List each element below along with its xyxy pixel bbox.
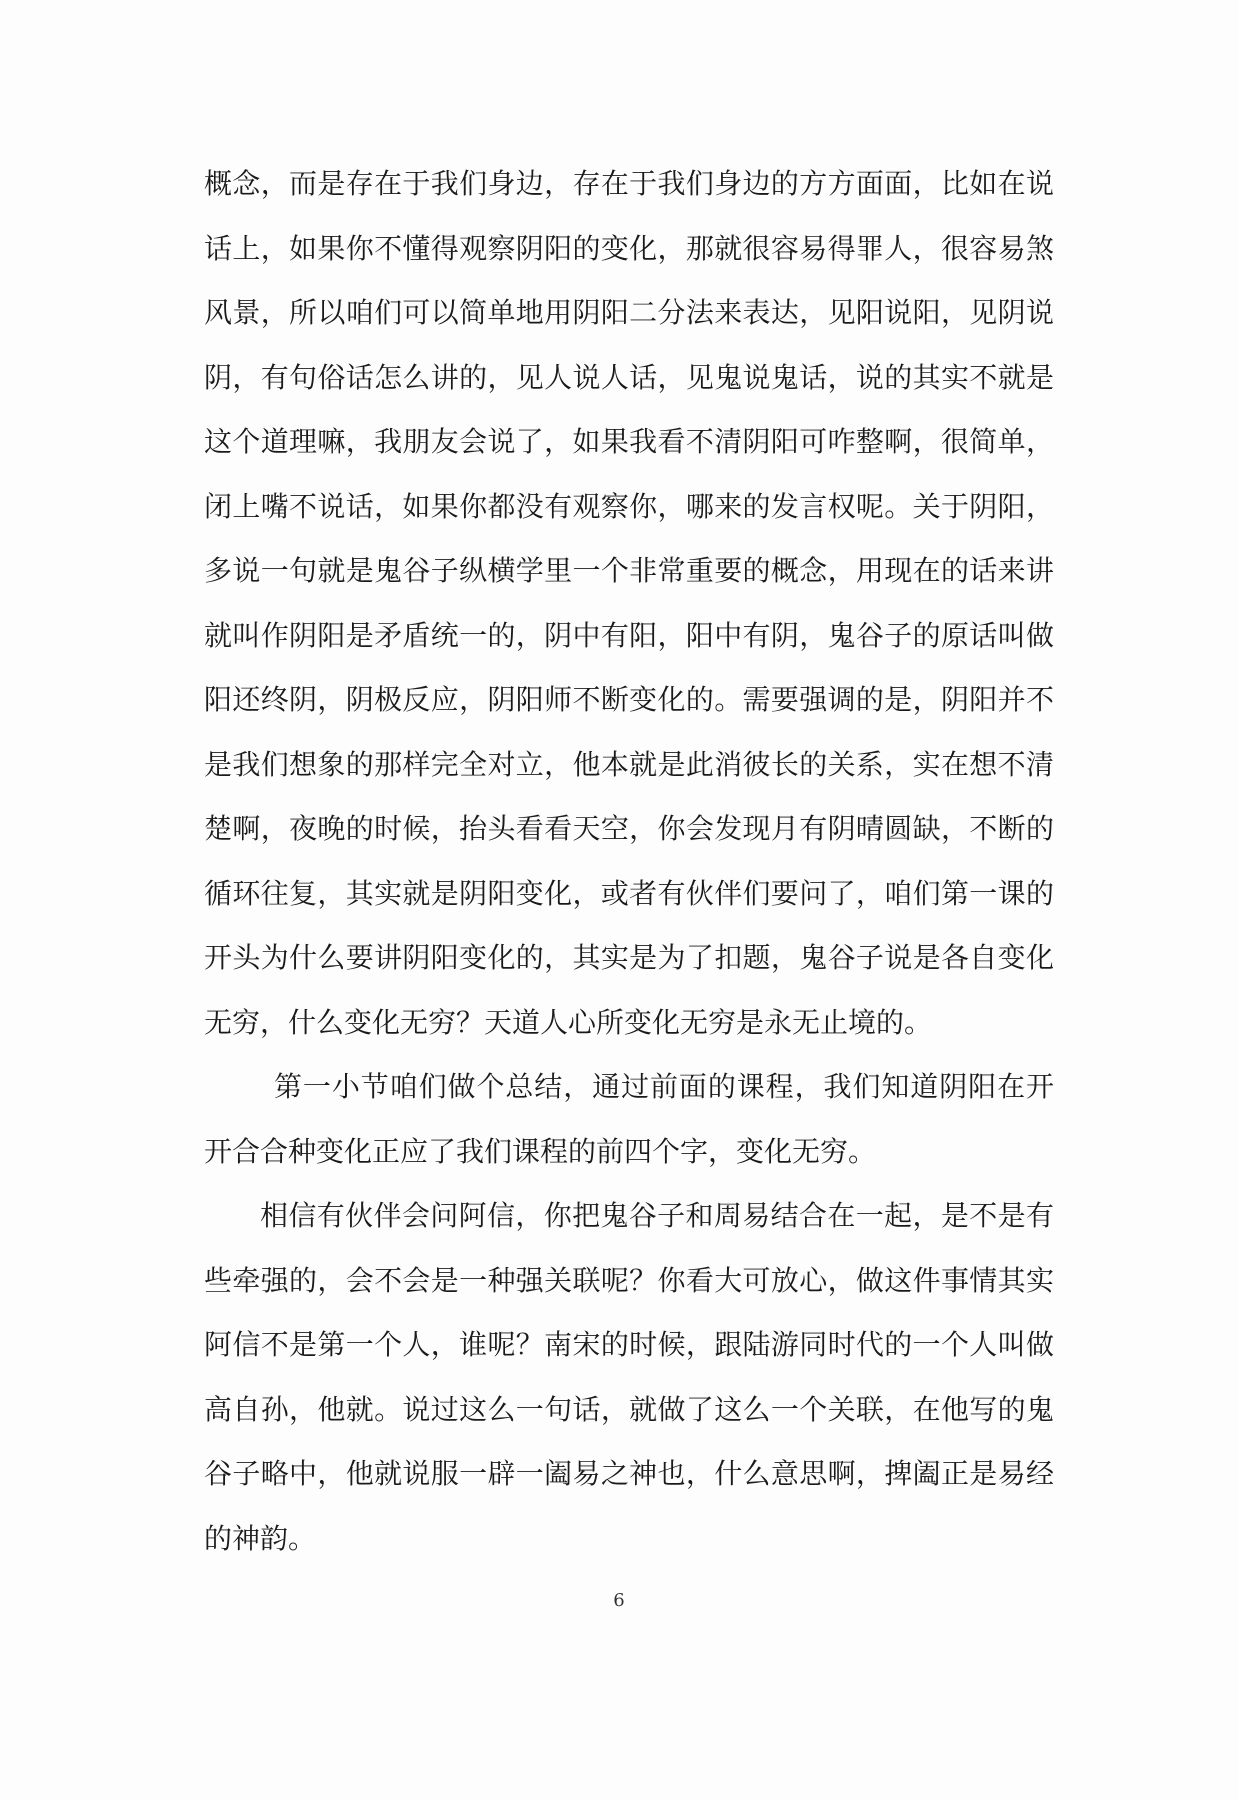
text-line: 话上，如果你不懂得观察阴阳的变化，那就很容易得罪人，很容易煞 — [204, 231, 1054, 265]
text-line: 的神韵。 — [204, 1521, 317, 1555]
text-line: 阴，有句俗话怎么讲的，见人说人话，见鬼说鬼话，说的其实不就是 — [204, 360, 1054, 394]
text-line: 闭上嘴不说话，如果你都没有观察你，哪来的发言权呢。关于阴阳， — [204, 489, 1054, 523]
text-line: 阳还终阴，阴极反应，阴阳师不断变化的。需要强调的是，阴阳并不 — [204, 683, 1054, 716]
text-line: 这个道理嘛，我朋友会说了，如果我看不清阴阳可咋整啊，很简单， — [204, 425, 1054, 458]
text-line: 谷子略中，他就说服一辟一阖易之神也，什么意思啊，捭阖正是易经 — [204, 1457, 1054, 1490]
body-text — [204, 152, 1054, 1571]
text-line: 楚啊，夜晚的时候，抬头看看天空，你会发现月有阴晴圆缺，不断的 — [204, 812, 1054, 845]
text-line: 多说一句就是鬼谷子纵横学里一个非常重要的概念，用现在的话来讲 — [204, 554, 1054, 587]
text-line: 无穷，什么变化无穷？天道人心所变化无穷是永无止境的。 — [204, 1005, 933, 1039]
text-line: 开合合种变化正应了我们课程的前四个字，变化无穷。 — [204, 1134, 877, 1168]
text-line: 风景，所以咱们可以简单地用阴阳二分法来表达，见阳说阳，见阴说 — [204, 296, 1054, 329]
text-line: 就叫作阴阳是矛盾统一的，阴中有阳，阳中有阴，鬼谷子的原话叫做 — [204, 618, 1054, 652]
text-line: 是我们想象的那样完全对立，他本就是此消彼长的关系，实在想不清 — [204, 747, 1054, 781]
paragraph-2 — [204, 1055, 1054, 1184]
text-line: 阿信不是第一个人，谁呢？南宋的时候，跟陆游同时代的一个人叫做 — [204, 1328, 1054, 1361]
text-line: 相信有伙伴会问阿信，你把鬼谷子和周易结合在一起，是不是有 — [260, 1199, 1054, 1232]
page-number: 6 — [613, 1590, 625, 1611]
text-line: 高自孙，他就。说过这么一句话，就做了这么一个关联，在他写的鬼 — [204, 1392, 1054, 1426]
text-line: 第一小节咱们做个总结，通过前面的课程，我们知道阴阳在开 — [274, 1070, 1054, 1103]
text-line: 循环往复，其实就是阴阳变化，或者有伙伴们要问了，咱们第一课的 — [204, 876, 1054, 910]
paragraph-1 — [204, 152, 1054, 1055]
text-line: 些牵强的，会不会是一种强关联呢？你看大可放心，做这件事情其实 — [204, 1263, 1054, 1297]
paragraph-3 — [204, 1184, 1054, 1571]
text-line: 概念，而是存在于我们身边，存在于我们身边的方方面面，比如在说 — [204, 167, 1054, 200]
text-line: 开头为什么要讲阴阳变化的，其实是为了扣题，鬼谷子说是各自变化 — [204, 941, 1054, 974]
